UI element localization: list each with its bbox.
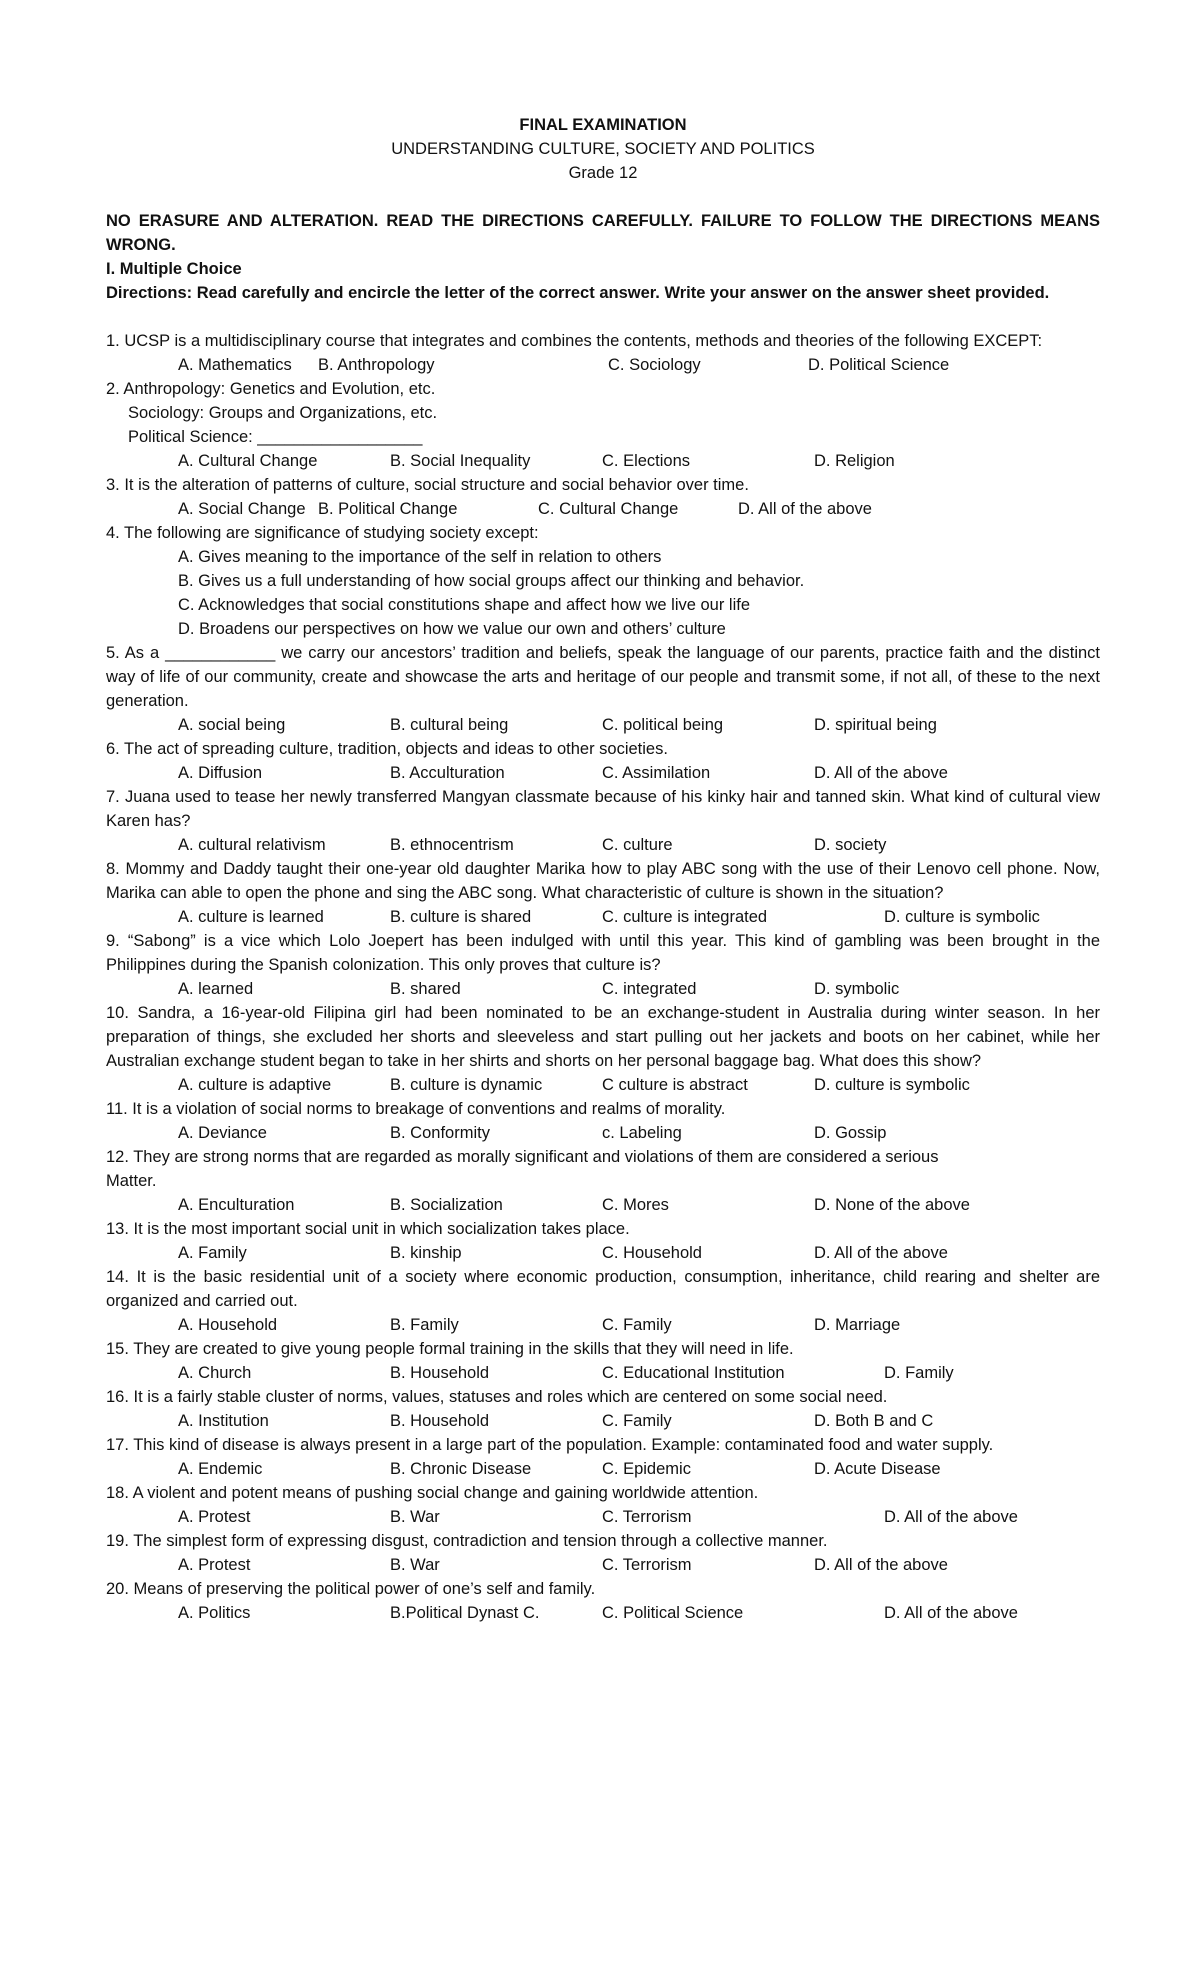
answer-choice[interactable]: D. culture is symbolic: [884, 908, 1040, 926]
answer-choice[interactable]: C. Sociology: [608, 356, 701, 374]
exam-subject: UNDERSTANDING CULTURE, SOCIETY AND POLITICS: [391, 140, 815, 158]
question-stem: 5. As a ____________ we carry our ancestors’ tradition and beliefs, speak the language of our parents, practice faith and the distinct way of life of our community, create and showcase the arts and heritage of our people and transmit some, if not all, of these to the next generation.: [106, 644, 1100, 710]
answer-choice[interactable]: C. Terrorism: [602, 1508, 692, 1526]
question-stem: 19. The simplest form of expressing disgust, contradiction and tension through a collective manner.: [106, 1532, 828, 1550]
question-stem: 1. UCSP is a multidisciplinary course that integrates and combines the contents, methods and theories of the following EXCEPT:: [106, 332, 1043, 350]
answer-choice[interactable]: C. integrated: [602, 980, 697, 998]
answer-choice[interactable]: D. Religion: [814, 452, 895, 470]
answer-choice[interactable]: B. shared: [390, 980, 461, 998]
question-stem: 20. Means of preserving the political power of one’s self and family.: [106, 1580, 596, 1598]
answer-choice[interactable]: A. social being: [178, 716, 286, 734]
answer-choice[interactable]: A. Politics: [178, 1604, 251, 1622]
answer-choice[interactable]: B. Acculturation: [390, 764, 505, 782]
question-stem: 2. Anthropology: Genetics and Evolution, etc.: [106, 380, 436, 398]
answer-choice[interactable]: A. Diffusion: [178, 764, 263, 782]
answer-choice[interactable]: A. Mathematics: [178, 356, 292, 374]
question-stem: 10. Sandra, a 16-year-old Filipina girl had been nominated to be an exchange-student in Australia during winter season. In her preparation of things, she excluded her shorts and sleeveless and start pulling out her jackets and boots on her cabinet, while her Australian exchange student began to take in her shirts and shorts on her personal baggage bag. What does this show?: [106, 1004, 1100, 1070]
question-15: [106, 1337, 1100, 1385]
question-17: [106, 1433, 1100, 1481]
answer-choice[interactable]: A. Protest: [178, 1556, 251, 1574]
answer-choice[interactable]: A. Deviance: [178, 1124, 267, 1142]
question-stem: 7. Juana used to tease her newly transferred Mangyan classmate because of his kinky hair and tanned skin. What kind of cultural view Karen has?: [106, 788, 1100, 830]
choice-list: [106, 1361, 1100, 1385]
answer-choice[interactable]: A. Family: [178, 1244, 247, 1262]
question-stem: 6. The act of spreading culture, tradition, objects and ideas to other societies.: [106, 740, 668, 758]
answer-choice[interactable]: D. All of the above: [884, 1604, 1018, 1622]
answer-choice[interactable]: D. Family: [884, 1364, 954, 1382]
choice-list: [106, 1457, 1100, 1481]
answer-choice[interactable]: C. Terrorism: [602, 1556, 692, 1574]
answer-choice[interactable]: C culture is abstract: [602, 1076, 748, 1094]
answer-choice[interactable]: B. culture is dynamic: [390, 1076, 543, 1094]
answer-choice[interactable]: A. culture is learned: [178, 908, 324, 926]
question-1: [106, 329, 1100, 377]
answer-choice[interactable]: C. Mores: [602, 1196, 669, 1214]
choice-list: [106, 353, 1100, 377]
choice-list: [106, 497, 1100, 521]
choice-list: [106, 905, 1100, 929]
exam-header: [106, 113, 1100, 185]
answer-choice[interactable]: C. Political Science: [602, 1604, 744, 1622]
question-9: [106, 929, 1100, 1001]
question-6: [106, 737, 1100, 785]
choice-list: [106, 545, 1100, 641]
question-stem: 16. It is a fairly stable cluster of norms, values, statuses and roles which are centered on some social need.: [106, 1388, 888, 1406]
section-title: I. Multiple Choice: [106, 260, 242, 278]
question-12: [106, 1145, 1100, 1217]
answer-choice[interactable]: C. Family: [602, 1316, 672, 1334]
answer-choice[interactable]: A. cultural relativism: [178, 836, 326, 854]
question-20: [106, 1577, 1100, 1625]
answer-choice[interactable]: C. political being: [602, 716, 724, 734]
answer-choice[interactable]: D. All of the above: [814, 1244, 948, 1262]
answer-choice[interactable]: A. Enculturation: [178, 1196, 295, 1214]
exam-page: [106, 113, 1100, 1625]
choice-list: [106, 1313, 1100, 1337]
question-11: [106, 1097, 1100, 1145]
question-10: [106, 1001, 1100, 1097]
answer-choice[interactable]: B. culture is shared: [390, 908, 532, 926]
exam-title: FINAL EXAMINATION: [519, 116, 687, 134]
question-list: [106, 329, 1100, 1625]
choice-list: [106, 1241, 1100, 1265]
question-13: [106, 1217, 1100, 1265]
answer-choice[interactable]: D. society: [814, 836, 887, 854]
answer-choice[interactable]: B. Social Inequality: [390, 452, 531, 470]
question-stem: 18. A violent and potent means of pushing social change and gaining worldwide attention.: [106, 1484, 759, 1502]
answer-choice[interactable]: D. Broadens our perspectives on how we value our own and others’ culture: [178, 620, 726, 638]
question-3: [106, 473, 1100, 521]
question-stem: 3. It is the alteration of patterns of culture, social structure and social behavior over time.: [106, 476, 749, 494]
question-19: [106, 1529, 1100, 1577]
answer-choice[interactable]: A. culture is adaptive: [178, 1076, 332, 1094]
answer-choice[interactable]: B. ethnocentrism: [390, 836, 514, 854]
answer-choice[interactable]: C. Assimilation: [602, 764, 711, 782]
answer-choice[interactable]: B. Conformity: [390, 1124, 490, 1142]
question-8: [106, 857, 1100, 929]
answer-choice[interactable]: D. spiritual being: [814, 716, 937, 734]
question-7: [106, 785, 1100, 857]
answer-choice[interactable]: B. Household: [390, 1364, 490, 1382]
answer-choice[interactable]: C. culture: [602, 836, 673, 854]
answer-choice[interactable]: c. Labeling: [602, 1124, 682, 1142]
choice-list: [106, 761, 1100, 785]
answer-choice[interactable]: D. Political Science: [808, 356, 950, 374]
answer-choice[interactable]: D. None of the above: [814, 1196, 970, 1214]
choice-list: [106, 1553, 1100, 1577]
answer-choice[interactable]: B. Chronic Disease: [390, 1460, 532, 1478]
answer-choice[interactable]: A. Gives meaning to the importance of the self in relation to others: [178, 548, 662, 566]
question-4: [106, 521, 1100, 641]
answer-choice[interactable]: D. All of the above: [738, 500, 872, 518]
answer-choice[interactable]: D. All of the above: [814, 1556, 948, 1574]
exam-warning: NO ERASURE AND ALTERATION. READ THE DIRECTIONS CAREFULLY. FAILURE TO FOLLOW THE DIRECTIONS MEANS WRONG.: [106, 212, 1100, 254]
question-stem: Matter.: [106, 1172, 157, 1190]
question-stem: 17. This kind of disease is always present in a large part of the population. Example: contaminated food and water supply.: [106, 1436, 994, 1454]
question-16: [106, 1385, 1100, 1433]
answer-choice[interactable]: D. symbolic: [814, 980, 900, 998]
question-5: [106, 641, 1100, 737]
question-stem: 12. They are strong norms that are regarded as morally significant and violations of them are considered a serious: [106, 1148, 939, 1166]
question-14: [106, 1265, 1100, 1337]
answer-choice[interactable]: D. Both B and C: [814, 1412, 934, 1430]
answer-choice[interactable]: A. Institution: [178, 1412, 269, 1430]
answer-choice[interactable]: A. Social Change: [178, 500, 306, 518]
answer-choice[interactable]: C. Acknowledges that social constitutions shape and affect how we live our life: [178, 596, 751, 614]
answer-choice[interactable]: C. Cultural Change: [538, 500, 679, 518]
answer-choice[interactable]: D. All of the above: [884, 1508, 1018, 1526]
choice-list: [106, 833, 1100, 857]
answer-choice[interactable]: A. Endemic: [178, 1460, 263, 1478]
choice-list: [106, 1601, 1100, 1625]
answer-choice[interactable]: A. Cultural Change: [178, 452, 318, 470]
choice-list: [106, 1193, 1100, 1217]
answer-choice[interactable]: C. culture is integrated: [602, 908, 768, 926]
answer-choice[interactable]: B. Socialization: [390, 1196, 503, 1214]
answer-choice[interactable]: D. culture is symbolic: [814, 1076, 970, 1094]
answer-choice[interactable]: D. Marriage: [814, 1316, 901, 1334]
answer-choice[interactable]: A. Protest: [178, 1508, 251, 1526]
exam-grade: Grade 12: [568, 164, 638, 182]
answer-choice[interactable]: A. Household: [178, 1316, 278, 1334]
answer-choice[interactable]: B. Household: [390, 1412, 490, 1430]
answer-choice[interactable]: C. Household: [602, 1244, 702, 1262]
question-stem: 4. The following are significance of studying society except:: [106, 524, 539, 542]
question-stem: 14. It is the basic residential unit of a society where economic production, consumption, inheritance, child rearing and shelter are organized and carried out.: [106, 1268, 1100, 1310]
question-stem: 13. It is the most important social unit in which socialization takes place.: [106, 1220, 630, 1238]
answer-choice[interactable]: C. Elections: [602, 452, 691, 470]
answer-choice[interactable]: B. kinship: [390, 1244, 462, 1262]
choice-list: [106, 1073, 1100, 1097]
answer-choice[interactable]: A. Church: [178, 1364, 252, 1382]
question-18: [106, 1481, 1100, 1529]
choice-list: [106, 1409, 1100, 1433]
choice-list: [106, 977, 1100, 1001]
answer-choice[interactable]: C. Epidemic: [602, 1460, 691, 1478]
choice-list: [106, 1121, 1100, 1145]
answer-choice[interactable]: B. War: [390, 1508, 440, 1526]
answer-choice[interactable]: B.Political Dynast C.: [390, 1604, 540, 1622]
answer-choice[interactable]: B. Gives us a full understanding of how social groups affect our thinking and behavior.: [178, 572, 805, 590]
question-stem: 15. They are created to give young people formal training in the skills that they will need in life.: [106, 1340, 794, 1358]
choice-list: [106, 449, 1100, 473]
question-2: [106, 377, 1100, 473]
question-stem: Political Science: __________________: [128, 428, 423, 446]
answer-choice[interactable]: B. Anthropology: [318, 356, 435, 374]
answer-choice[interactable]: D. All of the above: [814, 764, 948, 782]
answer-choice[interactable]: C. Educational Institution: [602, 1364, 785, 1382]
question-stem: Sociology: Groups and Organizations, etc.: [128, 404, 438, 422]
answer-choice[interactable]: B. cultural being: [390, 716, 509, 734]
question-stem: 11. It is a violation of social norms to breakage of conventions and realms of morality.: [106, 1100, 726, 1118]
answer-choice[interactable]: D. Gossip: [814, 1124, 887, 1142]
choice-list: [106, 1505, 1100, 1529]
directions: Directions: Read carefully and encircle the letter of the correct answer. Write your answer on the answer sheet provided.: [106, 284, 1050, 302]
question-stem: 8. Mommy and Daddy taught their one-year old daughter Marika how to play ABC song with the use of their Lenovo cell phone. Now, Marika can able to open the phone and sing the ABC song. What characteristic of culture is shown in the situation?: [106, 860, 1100, 902]
question-stem: 9. “Sabong” is a vice which Lolo Joepert has been indulged with until this year. This kind of gambling was been brought in the Philippines during the Spanish colonization. This only proves that culture is?: [106, 932, 1100, 974]
answer-choice[interactable]: B. Family: [390, 1316, 459, 1334]
answer-choice[interactable]: A. learned: [178, 980, 254, 998]
answer-choice[interactable]: B. Political Change: [318, 500, 458, 518]
choice-list: [106, 713, 1100, 737]
answer-choice[interactable]: B. War: [390, 1556, 440, 1574]
answer-choice[interactable]: C. Family: [602, 1412, 672, 1430]
answer-choice[interactable]: D. Acute Disease: [814, 1460, 941, 1478]
